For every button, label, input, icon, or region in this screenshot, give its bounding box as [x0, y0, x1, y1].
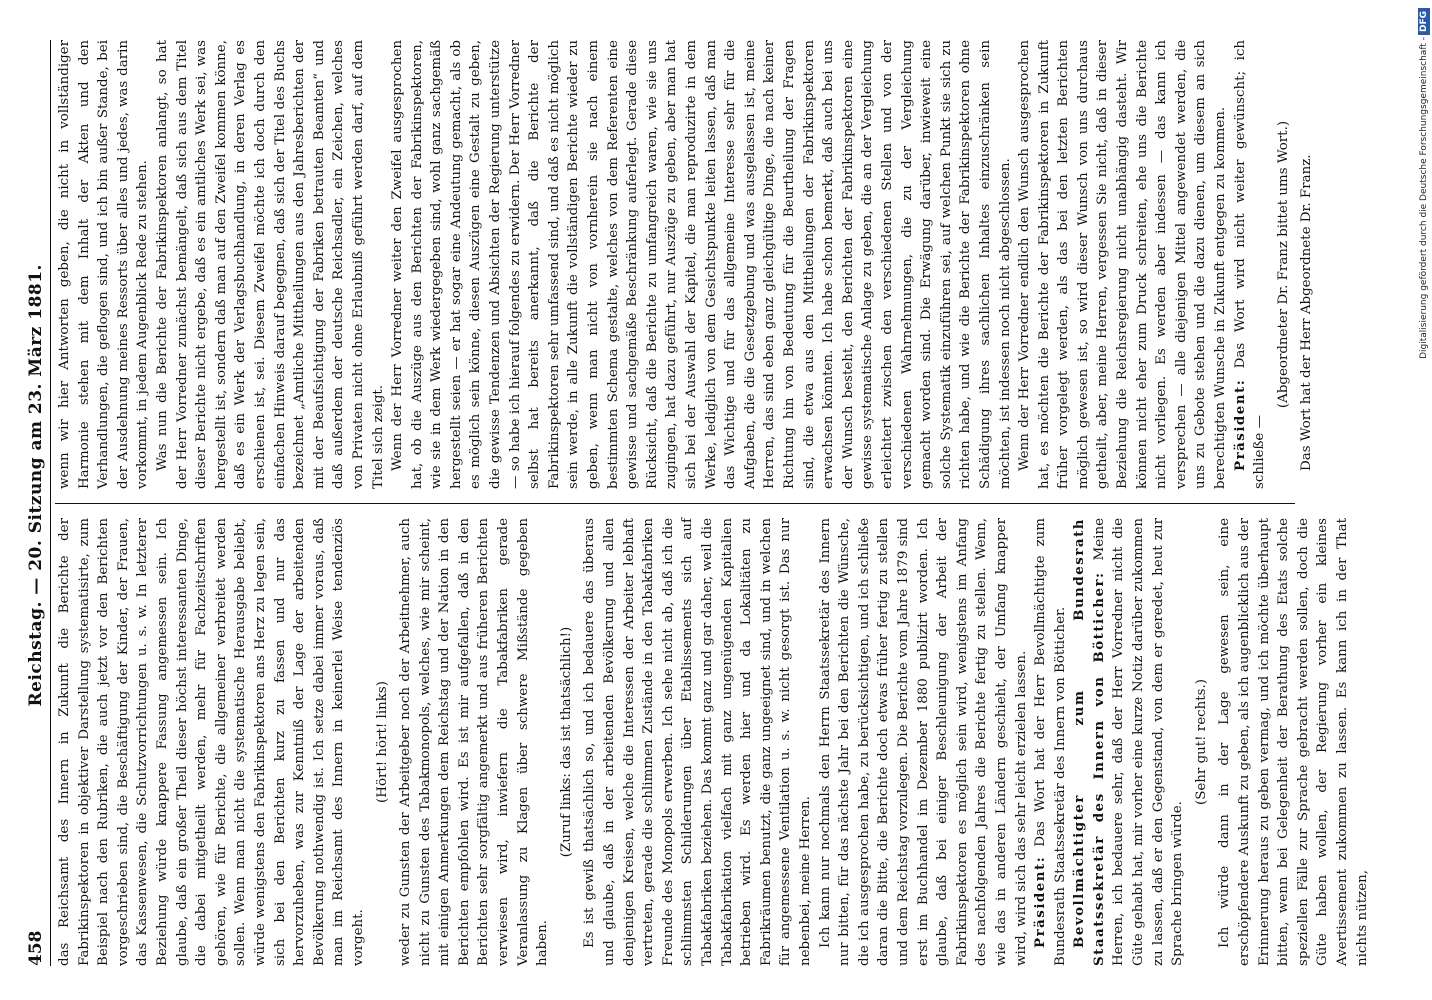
speaker-label: Präsident:: [1231, 378, 1248, 471]
dfg-funding-note-text: [1416, 0, 1432, 1000]
interjection: (Abgeordneter Dr. Franz bittet ums Wort.): [1275, 120, 1291, 409]
speech-text: Das Wort hat der Herr Bevollmächtigte zum Bundesrath Staatssekretär des Innern von Bötticher.: [1033, 518, 1068, 966]
funding-text: Digitalisierung gefördert durch die Deutsche Forschungsgemeinschaft -: [1419, 37, 1429, 359]
speaker-label: Bevollmächtigter zum Bundesrath Staatssekretär des Innern von Bötticher:: [1071, 518, 1107, 966]
paragraph: [1031, 518, 1070, 966]
paragraph: Wenn der Herr Vorredner endlich den Wunsch ausgesprochen hat, es möchten die Berichte der Fabrikinspektoren in Zukunft früher vorgelegt werden, als das bei den letzten Berichten möglich gewesen ist, so wird dieser Wunsch von uns durchaus getheilt, aber, meine Herren, vergessen Sie nicht, daß in dieser Beziehung die Reichsregierung nicht unabhängig dasteht. Wir können nicht eher zum Druck schreiten, ehe uns die Berichte nicht vorliegen. Es werden aber indessen — das kann ich versprechen — alle diejenigen Mittel angewendet werden, die uns zu Gebote stehen und die dazu dienen, um diesem an sich berechtigten Wunsche in Zukunft entgegen zu kommen.: [1017, 40, 1229, 489]
paragraph: [1070, 518, 1188, 966]
paragraph: wenn wir hier Antworten geben, die nicht in vollständiger Harmonie stehen mit dem Inhalt der Akten und den Verhandlungen, die geflogen sind, und ich bin außer Stande, bei der Ausdehnung meines Ressorts über alles und jedes, was darin vorkommt, in jedem Augenblick Rede zu stehen.: [57, 40, 151, 489]
dfg-logo: DFG: [1418, 8, 1430, 35]
paragraph: das Reichsamt des Innern in Zukunft die Berichte der Fabrikinspektoren in objektiver Darstellung systematisirte, zum Beispiel nach den Rubriken, die auch jetzt vor den Berichten vorgeschrieben sind, die Beschäftigung der Kinder, der Frauen, das Kassenwesen, die Schutzvorrichtungen u. s. w. In letzterer Beziehung würde knappere Fassung angemessen sein. Ich glaube, daß ein großer Theil dieser höchst interessanten Dinge, die dabei mitgetheilt werden, mehr für Fachzeitschriften gehören, wie für Berichte, die allgemeiner verbreitet werden sollen. Wenn man nicht die systematische Herausgabe beliebt, würde wenigstens den Fabrikinspektoren ans Herz zu legen sein, sich bei den Berichten kurz zu fassen und nur das hervorzuheben, was zur Kenntniß der Lage der arbeitenden Bevölkerung nothwendig ist. Ich setze dabei immer voraus, daß man im Reichsamt des Innern in keinerlei Weise tendenziös vorgeht.: [57, 518, 366, 966]
speech-text: Meine Herren, ich bedauere sehr, daß der Herr Vorredner nicht die Güte gehabt hat, mir vorher eine kurze Notiz darüber zukommen zu lassen, daß er den Gegenstand, von dem er geredet, heut zur Sprache bringen würde.: [1091, 518, 1186, 966]
interjection: (Zuruf links: das ist thatsächlich!): [558, 626, 574, 858]
right-column: [55, 40, 1315, 503]
interjection: (Hört! hört! links): [374, 681, 390, 803]
interjection: (Sehr gut! rechts.): [1193, 679, 1209, 806]
text-columns: [55, 40, 1370, 966]
speaker-label: Präsident:: [1032, 855, 1049, 948]
paragraph: [1231, 40, 1270, 489]
paragraph: Ich würde dann in der Lage gewesen sein, eine erschöpfendere Auskunft zu geben, als ich augenblicklich aus der Erinnerung heraus zu geben vermag, und ich möchte überhaupt bitten, wenn bei Gelegenheit der Berathung des Etats solche speziellen Fälle zur Sprache gebracht werden sollen, doch die Güte haben wollen, der Regierung vorher ein kleines Avertissement zukommen zu lassen. Es kann ich in der That nichts nützen,: [1217, 518, 1370, 966]
paragraph: weder zu Gunsten der Arbeitgeber noch der Arbeitnehmer, auch nicht zu Gunsten des Tabakmonopols, welches, wie mir scheint, mit einigen Anmerkungen dem Reichstag und der Nation in den Berichten empfohlen wird. Es ist mir aufgefallen, daß in den Berichten sehr sorgfältig angemerkt und aus früheren Berichten verwiesen wird, inwiefern die Tabakfabriken gerade Veranlassung zu Klagen über schwere Mißstände gegeben haben.: [398, 518, 551, 966]
page-title: Reichstag. — 20. Sitzung am 23. März 1881.: [26, 264, 46, 707]
paragraph: Es ist gewiß thatsächlich so, und ich bedauere das überaus und glaube, daß in der arbeitenden Bevölkerung und allen denjenigen Kreisen, welche die Interessen der Arbeiter lebhaft vertreten, gerade die schlimmen Zustände in den Tabakfabriken Freunde des Monopols erwerben. Ich sehe nicht ab, daß ich die schlimmsten Schilderungen über Etablissements sich auf Tabakfabriken beziehen. Das kommt ganz und gar daher, weil die Tabakfabrikation vielfach mit ganz ungenügenden Kapitalien betrieben wird. Es werden hier und da Lokalitäten zu Fabrikräumen benutzt, die ganz ungeeignet sind, und in welchen für angemessene Ventilation u. s. w. nicht gesorgt ist. Das nur nebenbei, meine Herren.: [582, 518, 813, 966]
left-column: [55, 503, 1370, 966]
paragraph: Ich kann nur nochmals den Herrn Staatssekretär des Innern nur bitten, für das nächste Jahr bei den Berichten die Wünsche, die ich ausgesprochen habe, zu berücksichtigen, und ich schließe daran die Bitte, die Berichte doch etwas früher fertig zu stellen und dem Reichstag vorzulegen. Die Berichte vom Jahre 1879 sind erst im Buchhandel im Dezember 1880 publizirt worden. Ich glaube, daß bei einiger Beschleunigung der Arbeit der Fabrikinspektoren es möglich sein wird, wenigstens im Anfang des nachfolgenden Jahres die Berichte fertig zu stellen. Wenn, wie das in anderen Ländern geschieht, der Umfang knapper wird, wird sich das sehr leicht erzielen lassen.: [817, 518, 1029, 966]
paragraph: Wenn der Herr Vorredner weiter den Zweifel ausgesprochen hat, ob die Auszüge aus den Berichten der Fabrikinspektoren, wie sie in dem Werk wiedergegeben sind, wohl ganz sachgemäß hergestellt seien — er hat sogar eine Andeutung gemacht, als ob es möglich sein könne, diesen Auszügen eine Gestalt zu geben, die gewisse Tendenzen und Absichten der Regierung unterstütze — so habe ich hierauf folgendes zu erwidern. Der Herr Vorredner selbst hat bereits anerkannt, daß die Berichte der Fabrikinspektoren sehr umfassend sind, und daß es nicht möglich sein werde, in alle Zukunft die vollständigen Berichte wieder zu geben, wenn man nicht von vornherein sie nach einem bestimmten Schema gestalte, welches von dem Referenten eine gewisse und sachgemäße Beschränkung auferlegt. Gerade diese Rücksicht, daß die Berichte zu umfangreich waren, wie sie uns zugingen, hat dazu geführt, nur Auszüge zu geben, aber man hat sich bei der Auswahl der Kapitel, die man reproduzirte in dem Werke, lediglich von dem Gesichtspunkte leiten lassen, daß man das Wichtige und für das allgemeine Interesse sehr für die Aufgaben, die die Gesetzgebung und was ausgelassen ist, meine Herren, das sind eben ganz gleichgültige Dinge, die nach keiner Richtung hin von Bedeutung für die Beurtheilung der Fragen sind, die etwa aus den Mittheilungen der Fabrikinspektoren erwachsen könnten. Ich habe schon bemerkt, daß auch bei uns der Wunsch besteht, den Berichten der Fabrikinspektoren eine gewisse systematische Anlage zu geben, die an der Vergleichung erleichtert zwischen den verschiedenen Stellen und von der verschiedenen Wahrnehmungen, die zu der Vergleichung gemacht worden sind. Die Erwägung darüber, inwieweit eine solche Systematik einzuführen sei, auf welchen Punkt sie sich zu richten habe, und wie die Berichte der Fabrikinspektoren ohne Schädigung ihres sachlichen Inhaltes einzuschränken sein möchten, ist indessen noch nicht abgeschlossen.: [390, 40, 1013, 489]
dfg-funding-note: [1416, 0, 1432, 1000]
page-header: [26, 40, 51, 966]
paragraph: Das Wort hat der Herr Abgeordnete Dr. Franz.: [1299, 154, 1315, 471]
paragraph: Was nun die Berichte der Fabrikinspektoren anlangt, so hat der Herr Vorredner zunächst bemängelt, daß sich aus dem Titel dieser Berichte nicht ergebe, daß es ein amtliches Werk sei, was hergestellt ist, sondern daß man auf den Zweifel kommen könne, daß es ein Werk der Verlagsbuchhandlung, in deren Verlag es erschienen ist, sei. Diesem Zweifel möchte ich doch durch den einfachen Hinweis darauf begegnen, daß sich der Titel des Buchs bezeichnet „Amtliche Mittheilungen aus den Jahresberichten der mit der Beaufsichtigung der Fabriken betrauten Beamten“ und daß außerdem der deutsche Reichsadler, ein Zeichen, welches von Privaten nicht ohne Erlaubniß geführt werden darf, auf dem Titel sich zeigt.: [154, 40, 386, 489]
speech-text: Das Wort wird nicht weiter gewünscht; ich schließe —: [1232, 40, 1268, 489]
page-number: 458: [26, 930, 46, 966]
